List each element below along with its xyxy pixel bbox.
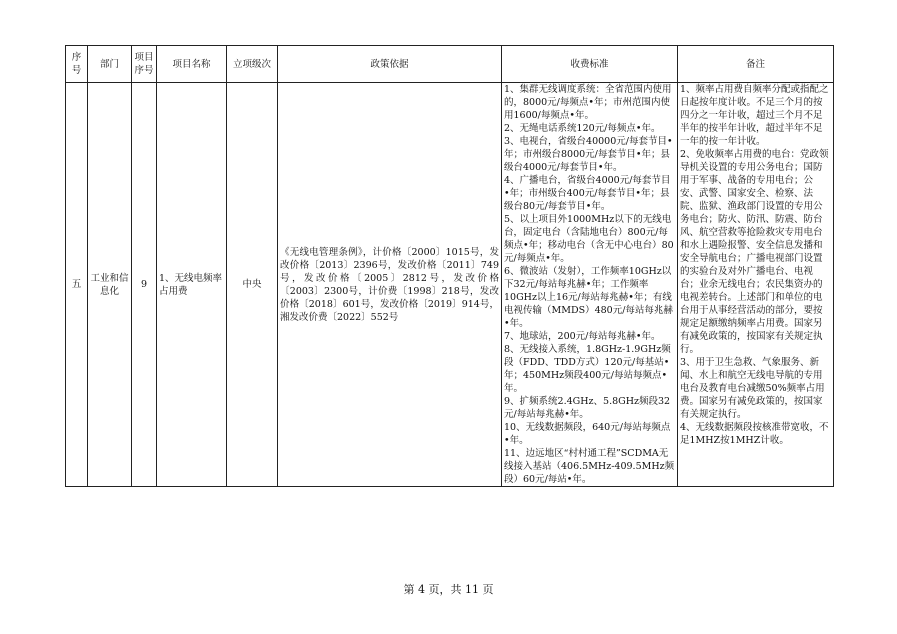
header-item-name: 项目名称 [157,46,227,83]
cell-item-name: 1、无线电频率占用费 [157,83,227,487]
header-seq: 序号 [66,46,88,83]
remark-item: 3、用于卫生急救、气象服务、新闻、水上和航空无线电导航的专用电台及教育电台减缴50%频率占用费。国家另有减免政策的，按国家有关规定执行。 [680,357,825,420]
fee-item: 7、地球站，200元/每站每兆赫•年。 [504,331,661,342]
remark-item: 4、无线数据频段按核准带宽收，不足1MHZ按1MHZ计收。 [680,422,829,446]
header-item-seq: 项目序号 [132,46,157,83]
fee-item: 1、集群无线调度系统：全省范围内使用的，8000元/每频点•年；市州范围内使用1600/每频点•年。 [504,84,672,121]
table-row [66,83,834,487]
header-level: 立项级次 [227,46,278,83]
header-row [66,46,834,83]
remark-item: 1、频率占用费自频率分配或指配之日起按年度计收。不足三个月的按四分之一年计收，超过三个月不足半年的按半年计收，超过半年不足一年的按一年计收。 [680,84,829,147]
fee-item: 8、无线接入系统，1.8GHz-1.9GHz频段（FDD、TDD方式）120元/每基站•年；450MHz频段400元/每站每频点•年。 [504,344,671,394]
fee-item: 3、电视台，省级台40000元/每套节目•年；市州级台8000元/每套节目•年；县级台4000元/每套节目•年。 [504,136,673,173]
fee-item: 11、边远地区“村村通工程”SCDMA无线接入基站（406.5MHz-409.5MHz频段）60元/每站•年。 [504,448,675,485]
cell-level: 中央 [227,83,278,487]
fee-item: 2、无绳电话系统120元/每频点•年。 [504,123,661,134]
fee-item: 5、以上项目外1000MHz以下的无线电台，固定电台（含陆地电台）800元/每频点•年；移动电台（含无中心电台）80元/每频点•年。 [504,214,674,264]
page-footer: 第 4 页，共 11 页 [403,583,494,596]
cell-dept: 工业和信息化 [88,83,132,487]
fee-item: 9、扩频系统2.4GHz、5.8GHz频段32 元/每站每兆赫•年。 [504,396,671,420]
fee-item: 4、广播电台，省级台4000元/每套节目•年；市州级台400元/每套节目•年；县级台80元/每套节目•年。 [504,175,671,212]
cell-remarks [678,83,834,487]
cell-seq: 五 [66,83,88,487]
cell-fee-standard [502,83,678,487]
remark-item: 2、免收频率占用费的电台：党政领导机关设置的专用公务电台；国防用于军事、战备的专用电台；公安、武警、国家安全、检察、法院、监狱、渔政部门设置的专用公务电台；防火、防汛、防震、防台风、航空营救等抢险救灾专用电台和水上遇险报警、安全信息发播和安全导航电台；广播电视部门设置的实验台及对外广播电台、电视台；业余无线电台；农民集资办的电视差转台。上述部门和单位的电台用于从事经营活动的部分，要按规定足额缴纳频率占用费。国家另有减免政策的，按国家有关规定执行。 [680,149,829,355]
header-dept: 部门 [88,46,132,83]
fee-item: 10、无线数据频段，640元/每站每频点•年。 [504,422,671,446]
header-fee-standard: 收费标准 [502,46,678,83]
fee-table [65,45,834,487]
cell-item-seq: 9 [132,83,157,487]
fee-item: 6、微波站（发射），工作频率10GHz以下32元/每站每兆赫•年；工作频率10GHz以上16元/每站每兆赫•年；有线电视传输（MMDS）480元/每站每兆赫•年。 [504,266,673,329]
cell-policy-basis: 《无线电管理条例》，计价格〔2000〕1015号，发改价格〔2013〕2396号，发改价格〔2011〕749号，发改价格〔2005〕2812号，发改价格〔2003〕2300号，计价费〔1998〕218号，发改价格〔2018〕601号，发改价格〔2019〕914号，湘发改价费〔2022〕552号 [278,83,502,487]
header-remarks: 备注 [678,46,834,83]
header-basis: 政策依据 [278,46,502,83]
